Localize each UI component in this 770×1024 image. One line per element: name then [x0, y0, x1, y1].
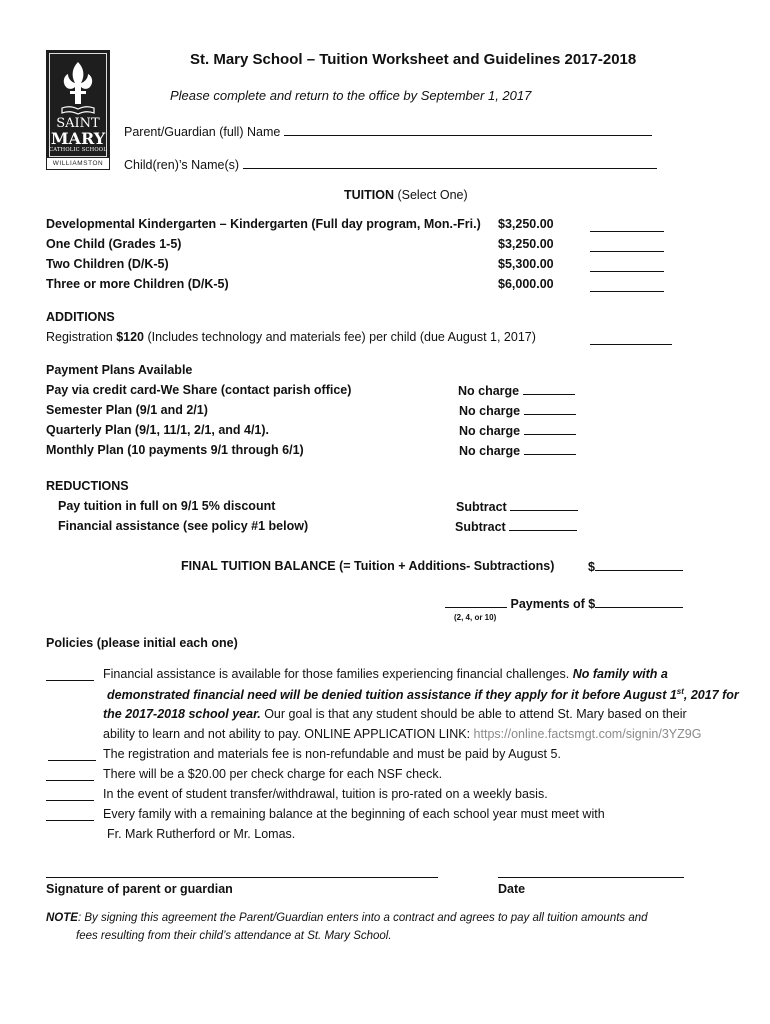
tuition-label-2: Two Children (D/K-5)	[46, 257, 169, 271]
agreement-note-line-1	[46, 912, 648, 924]
parent-name-row	[124, 124, 652, 139]
policy-initial-field-3[interactable]	[46, 780, 94, 781]
reduction-action-label-1: Subtract	[455, 520, 506, 534]
policy-1-emphasis-a: No family with a	[572, 667, 668, 681]
policy-4-text: In the event of student transfer/withdrawal, tuition is pro-rated on a weekly basis.	[103, 787, 548, 801]
logo-williamston-text: WILLIAMSTON	[46, 157, 110, 170]
policy-1-line-1	[103, 667, 668, 681]
tuition-heading: TUITION	[344, 188, 394, 202]
children-name-field[interactable]	[243, 157, 657, 169]
policy-1-line-3	[103, 707, 687, 721]
plan-label-3: Monthly Plan (10 payments 9/1 through 6/1)	[46, 443, 304, 457]
plan-charge-label-0: No charge	[458, 384, 520, 398]
plan-label-0: Pay via credit card-We Share (contact parish office)	[46, 383, 352, 397]
policy-1-text-d: Our goal is that any student should be able to attend St. Mary based on their	[260, 707, 687, 721]
plan-charge-label-3: No charge	[459, 444, 521, 458]
policy-initial-field-2[interactable]	[48, 760, 96, 761]
registration-field[interactable]	[590, 344, 672, 345]
additions-heading: ADDITIONS	[46, 310, 115, 324]
plan-charge-1	[459, 403, 576, 418]
plan-label-1: Semester Plan (9/1 and 2/1)	[46, 403, 208, 417]
policy-5-line-2: Fr. Mark Rutherford or Mr. Lomas.	[107, 827, 296, 841]
plan-select-field-3[interactable]	[524, 443, 576, 455]
policy-3-text: There will be a $20.00 per check charge for each NSF check.	[103, 767, 443, 781]
tuition-amount-1: $3,250.00	[498, 237, 554, 251]
payments-row	[445, 596, 683, 611]
parent-name-field[interactable]	[284, 124, 652, 136]
page-title: St. Mary School – Tuition Worksheet and Guidelines 2017-2018	[190, 51, 637, 68]
reductions-heading: REDUCTIONS	[46, 479, 129, 493]
tuition-label-1: One Child (Grades 1-5)	[46, 237, 182, 251]
policy-1-line-4	[103, 727, 701, 741]
book-icon	[60, 105, 96, 115]
registration-description: (Includes technology and materials fee) per child (due August 1, 2017)	[144, 330, 536, 344]
fleur-de-lis-icon	[58, 60, 98, 110]
parent-signature-field[interactable]	[46, 877, 438, 878]
tuition-label-0: Developmental Kindergarten – Kindergarten (Full day program, Mon.-Fri.)	[46, 217, 481, 231]
logo-catholic-text: CATHOLIC SCHOOL	[49, 147, 107, 153]
policy-2-text: The registration and materials fee is non-refundable and must be paid by August 5.	[103, 747, 561, 761]
policy-initial-field-5[interactable]	[46, 820, 94, 821]
logo-saint-text: SAINT	[56, 116, 100, 131]
final-balance-label: FINAL TUITION BALANCE (= Tuition + Additions- Subtractions)	[181, 559, 555, 573]
application-link[interactable]: https://online.factsmgt.com/signin/3YZ9G	[473, 727, 702, 741]
tuition-amount-3: $6,000.00	[498, 277, 554, 291]
policy-1-sup: st	[676, 687, 684, 696]
signature-label: Signature of parent or guardian	[46, 882, 233, 896]
policy-1-emphasis-b: the 2017-2018 school year.	[103, 707, 261, 721]
registration-prefix: Registration	[46, 330, 117, 344]
tuition-select-field-0[interactable]	[590, 231, 664, 232]
registration-amount: $120	[116, 330, 144, 344]
note-prefix: NOTE	[46, 912, 78, 924]
reduction-field-0[interactable]	[510, 499, 578, 511]
reduction-field-1[interactable]	[509, 519, 577, 531]
page-subtitle: Please complete and return to the office by September 1, 2017	[170, 88, 532, 103]
tuition-amount-0: $3,250.00	[498, 217, 554, 231]
logo-mary-text: MARY	[50, 129, 106, 148]
plan-charge-label-2: No charge	[459, 424, 521, 438]
plan-charge-2	[459, 423, 576, 438]
reduction-action-0	[456, 499, 578, 514]
reduction-label-1: Financial assistance (see policy #1 below)	[58, 519, 309, 533]
plan-charge-label-1: No charge	[459, 404, 521, 418]
policy-1-line-2	[107, 687, 739, 702]
final-balance-row	[588, 559, 683, 574]
policy-1-text-e: ability to learn and not ability to pay. ONLINE APPLICATION LINK:	[103, 727, 474, 741]
agreement-note-line-2: fees resulting from their child’s attendance at St. Mary School.	[76, 930, 392, 942]
plan-select-field-1[interactable]	[524, 403, 576, 415]
policy-1-text-c: , 2017 for	[683, 688, 739, 703]
policy-initial-field-4[interactable]	[46, 800, 94, 801]
note-text-1: : By signing this agreement the Parent/Guardian enters into a contract and agrees to pay all tuition amounts and	[77, 912, 648, 924]
children-name-label: Child(ren)’s Name(s)	[124, 158, 240, 172]
registration-row	[46, 330, 536, 344]
plan-charge-0	[458, 383, 575, 398]
date-label: Date	[498, 882, 526, 896]
final-balance-field[interactable]	[595, 559, 683, 571]
tuition-heading-row	[344, 188, 468, 202]
plan-select-field-2[interactable]	[524, 423, 576, 435]
tuition-select-field-3[interactable]	[590, 291, 664, 292]
payments-count-field[interactable]	[445, 596, 507, 608]
plan-label-2: Quarterly Plan (9/1, 11/1, 2/1, and 4/1).	[46, 423, 270, 437]
policy-initial-field-1[interactable]	[46, 680, 94, 681]
final-balance-dollar: $	[588, 560, 595, 574]
reduction-label-0: Pay tuition in full on 9/1 5% discount	[58, 499, 276, 513]
payment-plans-heading: Payment Plans Available	[46, 363, 193, 377]
payments-note: (2, 4, or 10)	[454, 613, 497, 622]
payments-amount-field[interactable]	[595, 596, 683, 608]
children-name-row	[124, 157, 657, 172]
reduction-action-label-0: Subtract	[456, 500, 507, 514]
date-field[interactable]	[498, 877, 684, 878]
policy-5-line-1: Every family with a remaining balance at the beginning of each school year must meet with	[103, 807, 605, 821]
tuition-amount-2: $5,300.00	[498, 257, 554, 271]
payments-label: Payments of $	[510, 597, 596, 611]
school-logo	[46, 50, 110, 170]
policies-heading: Policies (please initial each one)	[46, 636, 238, 650]
tuition-label-3: Three or more Children (D/K-5)	[46, 277, 229, 291]
policy-1-text-b: demonstrated financial need will be denied tuition assistance if they apply for it before August 1	[107, 688, 677, 703]
reduction-action-1	[455, 519, 577, 534]
tuition-select-field-2[interactable]	[590, 271, 664, 272]
plan-charge-3	[459, 443, 576, 458]
tuition-heading-note: (Select One)	[397, 188, 468, 202]
tuition-select-field-1[interactable]	[590, 251, 664, 252]
policy-1-text-a: Financial assistance is available for those families experiencing financial challenges.	[103, 667, 573, 681]
parent-name-label: Parent/Guardian (full) Name	[124, 125, 281, 139]
plan-select-field-0[interactable]	[523, 383, 575, 395]
